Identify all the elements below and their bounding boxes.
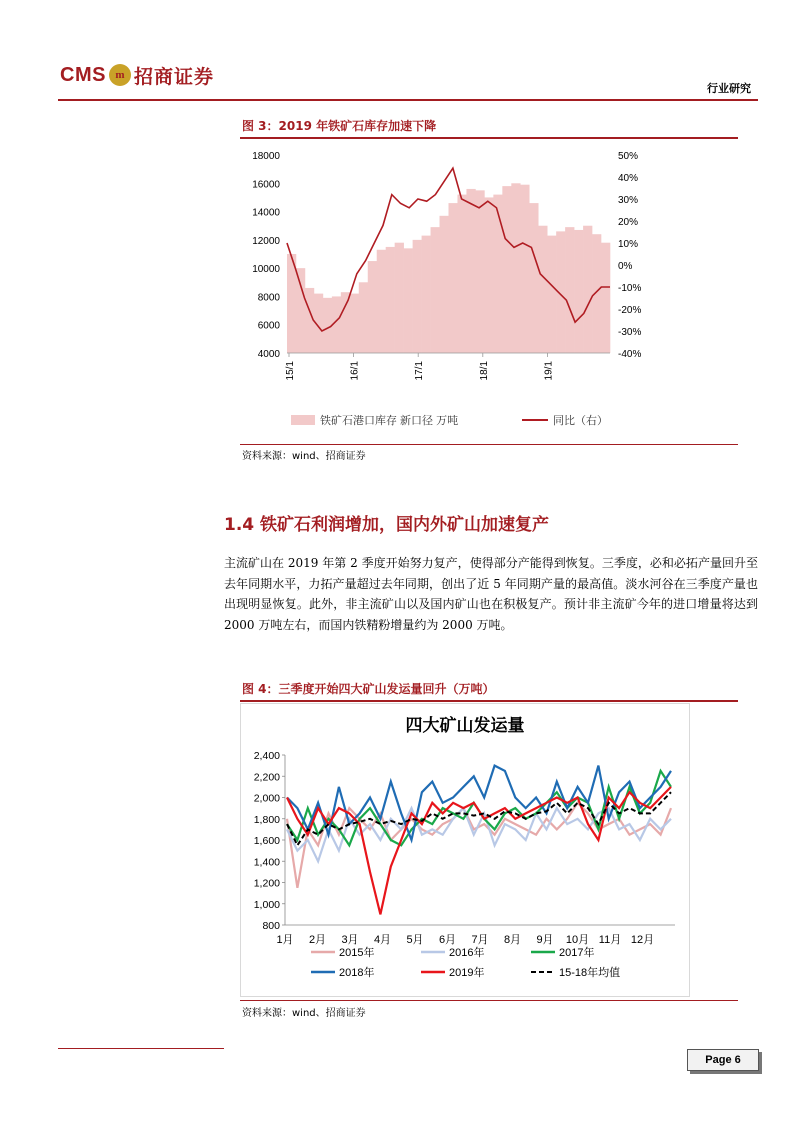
header-divider <box>58 99 758 101</box>
right-tick-label: -20% <box>618 305 642 316</box>
right-tick-label: -40% <box>618 349 642 360</box>
inventory-bar <box>565 227 574 353</box>
inventory-bar <box>466 189 475 353</box>
figure3-bottom-rule <box>240 444 738 445</box>
x-tick-label: 17/1 <box>414 361 426 381</box>
figure4-source: 资料来源：wind、招商证券 <box>242 1008 366 1019</box>
legend-label: 15-18年均值 <box>559 967 621 979</box>
y-tick-label: 2,200 <box>253 771 280 784</box>
y-tick-label: 1,400 <box>253 856 280 869</box>
inventory-bar <box>431 227 440 353</box>
inventory-bar <box>404 248 413 353</box>
left-tick-label: 18000 <box>252 151 280 162</box>
legend-label: 2019年 <box>449 967 485 979</box>
inventory-bar <box>529 203 538 353</box>
x-tick-label: 1月 <box>276 934 294 946</box>
x-tick-label: 2月 <box>308 934 327 946</box>
inventory-bar <box>484 197 493 353</box>
inventory-bar <box>520 185 529 353</box>
x-tick-label: 11月 <box>598 934 622 946</box>
x-tick-label: 15/1 <box>285 361 296 381</box>
figure3-chart <box>240 140 738 442</box>
inventory-bar <box>538 226 547 353</box>
inventory-area-series <box>287 183 610 353</box>
inventory-bar <box>386 247 395 353</box>
x-tick-label: 18/1 <box>478 361 490 381</box>
y-axis-ticks <box>254 750 285 932</box>
series-line <box>287 808 671 861</box>
legend-label: 2015年 <box>339 947 375 959</box>
x-tick-label: 19/1 <box>543 361 555 381</box>
y-tick-label: 1,000 <box>253 898 280 911</box>
legend-line-label: 同比（右） <box>553 415 608 427</box>
legend-area-swatch <box>291 415 315 425</box>
x-tick-label: 8月 <box>503 934 522 946</box>
figure4-chart-title: 四大矿山发运量 <box>405 716 525 735</box>
left-tick-label: 14000 <box>252 207 280 219</box>
figure4-top-rule <box>240 700 738 702</box>
x-tick-label: 6月 <box>438 934 457 946</box>
x-tick-label: 4月 <box>373 934 392 946</box>
logo-chinese-name: 招商证券 <box>133 65 214 88</box>
inventory-bar <box>583 226 592 353</box>
x-tick-label: 16/1 <box>349 361 361 381</box>
y-tick-label: 1,600 <box>253 835 280 847</box>
left-tick-label: 6000 <box>257 320 280 332</box>
inventory-bar <box>350 294 359 353</box>
x-tick-label: 12月 <box>630 934 655 946</box>
body-paragraph: 主流矿山在 2019 年第 2 季度开始努力复产，使得部分产能得到恢复。三季度，必和必拓产量回升至去年同期水平，力拓产量超过去年同期，创出了近 5 年同期产量的最高值。淡水河谷在三季度产量也出现明显恢复。此外，非主流矿山以及国内矿山也在积极复产。预计非主流矿今年的进口增量将达到 2000 万吨左右，而国内铁精粉增量约为 2000 万吨。 <box>224 556 758 632</box>
figure3-top-rule <box>240 137 738 139</box>
left-tick-label: 12000 <box>252 235 280 247</box>
left-tick-label: 4000 <box>257 349 280 360</box>
right-axis-ticks <box>618 151 641 360</box>
y-tick-label: 1,800 <box>253 813 280 826</box>
x-tick-label: 3月 <box>341 934 359 946</box>
right-tick-label: 30% <box>618 195 639 206</box>
right-tick-label: -30% <box>618 327 642 338</box>
inventory-bar <box>341 292 350 353</box>
y-tick-label: 800 <box>262 920 280 932</box>
figure4-bottom-rule <box>240 1000 738 1001</box>
right-tick-label: 0% <box>618 261 633 272</box>
left-axis-ticks <box>252 151 280 360</box>
x-tick-label: 5月 <box>406 934 424 946</box>
inventory-bar <box>440 216 449 353</box>
figure3-source: 资料来源：wind、招商证券 <box>242 451 366 462</box>
legend-area-label: 铁矿石港口库存 新口径 万吨 <box>320 415 459 427</box>
company-logo <box>60 60 214 90</box>
inventory-bar <box>493 195 502 353</box>
legend-label: 2016年 <box>449 947 485 959</box>
inventory-bar <box>359 282 368 353</box>
inventory-bar <box>502 186 511 353</box>
inventory-bar <box>422 236 431 353</box>
logo-text: CMS <box>60 63 106 86</box>
right-tick-label: 50% <box>618 151 639 162</box>
inventory-bar <box>377 250 386 353</box>
inventory-bar <box>475 190 484 353</box>
inventory-bar <box>395 243 404 353</box>
figure4-chart <box>241 704 689 996</box>
footer-divider <box>58 1048 224 1049</box>
inventory-bar <box>592 234 601 353</box>
inventory-bar <box>511 183 520 353</box>
inventory-bar <box>601 243 610 353</box>
x-axis-ticks <box>276 933 654 946</box>
right-tick-label: 10% <box>618 239 639 250</box>
logo-emblem-icon: m <box>109 64 131 86</box>
inventory-bar <box>368 261 377 353</box>
shipment-series-lines <box>287 766 671 915</box>
right-tick-label: 20% <box>618 217 639 228</box>
left-tick-label: 16000 <box>252 179 280 191</box>
x-tick-label: 9月 <box>536 934 554 946</box>
y-tick-label: 2,400 <box>253 750 280 762</box>
legend-label: 2018年 <box>339 967 375 979</box>
figure4-legend <box>311 945 620 979</box>
x-tick-label: 10月 <box>565 934 590 946</box>
inventory-bar <box>574 230 583 353</box>
inventory-bar <box>413 240 422 353</box>
x-axis-ticks <box>285 353 554 380</box>
inventory-bar <box>547 236 556 353</box>
inventory-bar <box>296 268 305 353</box>
inventory-bar <box>457 195 466 353</box>
x-tick-label: 7月 <box>471 934 489 946</box>
y-tick-label: 2,000 <box>253 792 280 805</box>
figure4-chart-frame <box>240 703 690 997</box>
figure3-title: 图 3：2019 年铁矿石库存加速下降 <box>242 119 437 133</box>
y-tick-label: 1,200 <box>253 877 280 890</box>
right-tick-label: 40% <box>618 173 639 184</box>
legend-label: 2017年 <box>559 947 595 959</box>
section-heading: 1.4 铁矿石利润增加，国内外矿山加速复产 <box>224 515 550 535</box>
section-label: 行业研究 <box>707 82 751 95</box>
right-tick-label: -10% <box>618 283 642 294</box>
inventory-bar <box>449 203 458 353</box>
figure4-title: 图 4：三季度开始四大矿山发运量回升（万吨） <box>242 682 495 696</box>
left-tick-label: 8000 <box>257 292 280 304</box>
page-number: Page 6 <box>687 1049 759 1071</box>
left-tick-label: 10000 <box>252 264 280 276</box>
